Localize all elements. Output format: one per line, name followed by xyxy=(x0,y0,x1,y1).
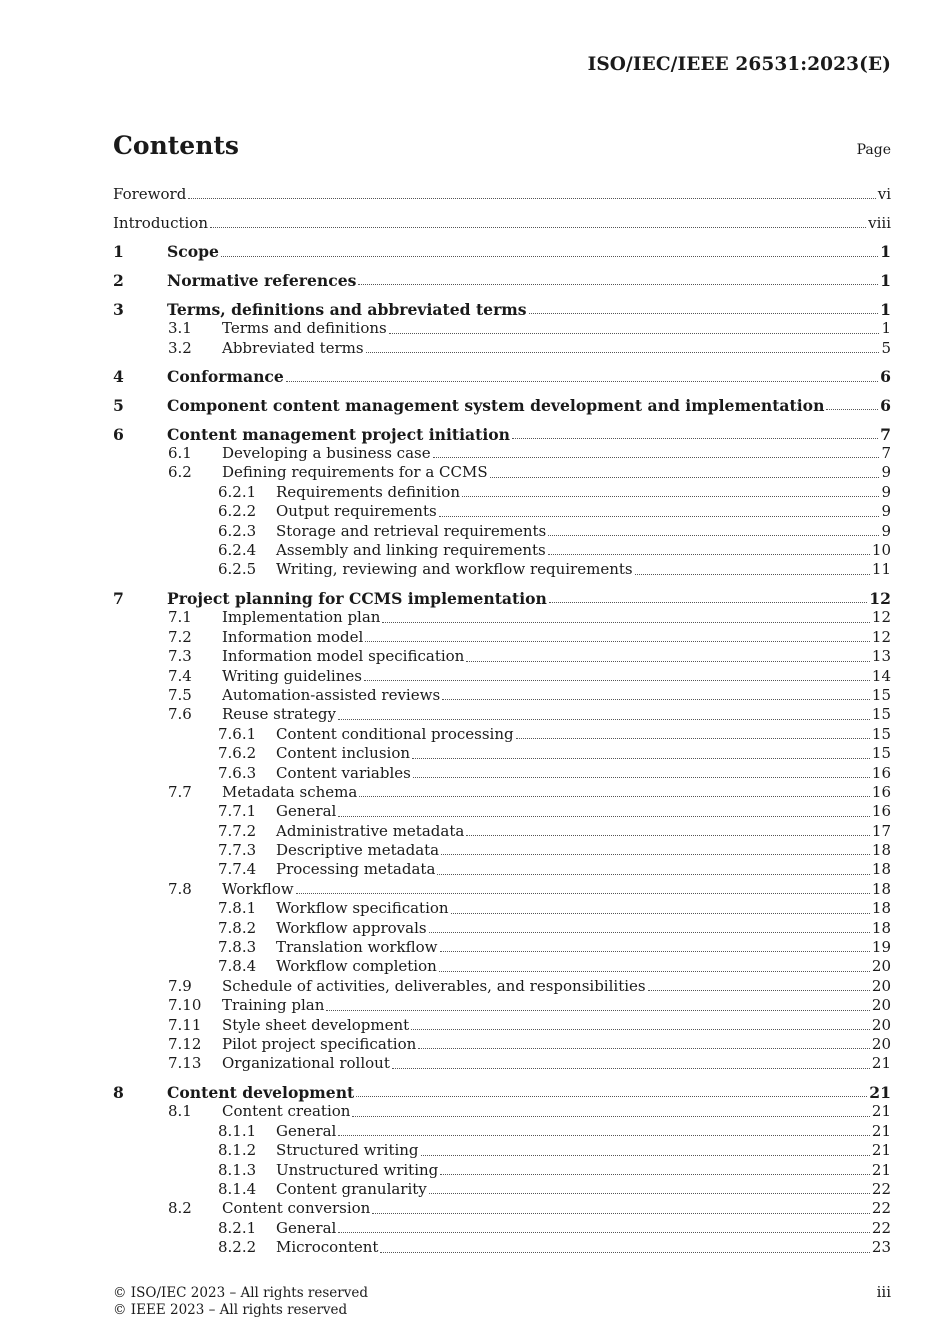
toc-entry[interactable] xyxy=(113,483,891,502)
page-column-label: Page xyxy=(856,142,891,158)
toc-entry-number: 8 xyxy=(113,1083,124,1103)
toc-entry-number: 6.2.2 xyxy=(218,502,257,521)
toc-entry-number: 7.6.3 xyxy=(218,763,257,782)
toc-entry-number: 6.2.4 xyxy=(218,540,257,559)
toc-entry-label: Schedule of activities, deliverables, and responsibilities xyxy=(222,976,646,995)
toc-entry[interactable] xyxy=(113,686,891,705)
toc-entry-page: 9 xyxy=(881,521,891,540)
toc-entry-label: Normative references xyxy=(167,271,357,291)
toc-entry[interactable] xyxy=(113,744,891,763)
toc-entry-label: Organizational rollout xyxy=(222,1054,390,1073)
toc-dot-leader xyxy=(437,873,870,875)
toc-entry-number: 7.7 xyxy=(168,782,192,801)
toc-dot-leader xyxy=(392,1067,870,1069)
toc-entry[interactable] xyxy=(113,242,891,261)
toc-entry-page: 17 xyxy=(871,821,891,840)
toc-entry-number: 6.2 xyxy=(168,463,192,482)
toc-entry-page: 12 xyxy=(871,608,891,627)
toc-dot-leader xyxy=(372,1212,870,1214)
toc-entry-label: Conformance xyxy=(167,367,284,387)
toc-entry-label: Defining requirements for a CCMS xyxy=(222,463,488,482)
toc-entry-page: 15 xyxy=(871,685,891,704)
toc-entry-label: Foreword xyxy=(113,185,187,203)
toc-dot-leader xyxy=(413,776,870,778)
toc-entry-number: 8.1.4 xyxy=(218,1180,257,1199)
toc-entry-page: 20 xyxy=(871,1035,891,1053)
toc-dot-leader xyxy=(451,912,870,914)
toc-entry[interactable] xyxy=(113,1238,891,1257)
toc-entry-label: Component content management system development and implementation xyxy=(167,395,825,415)
toc-entry-number: 3.2 xyxy=(168,338,192,357)
toc-dot-leader xyxy=(380,1251,869,1253)
toc-dot-leader xyxy=(529,312,879,314)
toc-entry-label: Translation workflow xyxy=(276,938,438,957)
toc-entry-number: 8.2.2 xyxy=(218,1238,257,1257)
toc-entry[interactable] xyxy=(113,705,891,724)
toc-entry[interactable] xyxy=(113,589,891,608)
toc-dot-leader xyxy=(210,226,866,228)
toc-entry-number: 8.1.1 xyxy=(218,1121,257,1140)
toc-entry-page: 21 xyxy=(871,1160,891,1179)
toc-entry-label: Project planning for CCMS implementation xyxy=(167,589,547,609)
toc-entry-page: 18 xyxy=(871,899,891,918)
toc-entry[interactable] xyxy=(113,1180,891,1199)
toc-entry-label: Information model xyxy=(222,627,364,646)
toc-entry-page: viii xyxy=(868,213,891,232)
toc-entry-page: 19 xyxy=(871,938,891,957)
toc-dot-leader xyxy=(188,197,875,199)
toc-entry-number: 1 xyxy=(113,242,124,262)
toc-dot-leader xyxy=(440,950,870,952)
toc-entry[interactable] xyxy=(113,841,891,860)
toc-entry-number: 7.2 xyxy=(168,627,192,646)
toc-entry-page: 1 xyxy=(880,242,891,262)
toc-dot-leader xyxy=(364,679,870,681)
copyright-ieee: © IEEE 2023 – All rights reserved xyxy=(113,1302,348,1318)
toc-entry-page: 22 xyxy=(871,1199,891,1218)
toc-dot-leader xyxy=(462,495,879,497)
toc-entry-number: 6.2.1 xyxy=(218,482,257,501)
toc-entry-number: 7.7.1 xyxy=(218,802,257,821)
toc-entry-number: 6.2.3 xyxy=(218,521,257,540)
toc-dot-leader xyxy=(439,515,880,517)
toc-entry[interactable] xyxy=(113,764,891,783)
toc-entry-number: 8.1.2 xyxy=(218,1141,257,1160)
toc-entry-label: Administrative metadata xyxy=(276,821,465,840)
toc-entry[interactable] xyxy=(113,463,891,482)
toc-entry-page: 20 xyxy=(871,976,891,995)
toc-dot-leader xyxy=(338,815,870,817)
toc-entry-label: Writing, reviewing and workflow requirements xyxy=(276,560,633,579)
toc-entry-page: 11 xyxy=(871,560,891,579)
toc-entry-number: 7.7.4 xyxy=(218,860,257,879)
toc-dot-leader xyxy=(411,1028,870,1030)
toc-entry-page: 1 xyxy=(880,299,891,319)
toc-entry-page: 21 xyxy=(871,1121,891,1140)
toc-dot-leader xyxy=(466,834,870,836)
toc-entry-label: Content conditional processing xyxy=(276,724,514,743)
toc-entry[interactable] xyxy=(113,339,891,358)
toc-entry[interactable] xyxy=(113,822,891,841)
toc-entry-label: Microcontent xyxy=(276,1238,379,1257)
toc-entry[interactable] xyxy=(113,1016,891,1035)
toc-dot-leader xyxy=(338,1134,870,1136)
toc-dot-leader xyxy=(221,255,878,257)
toc-entry-number: 8.1.3 xyxy=(218,1160,257,1179)
toc-entry-page: 20 xyxy=(871,996,891,1015)
toc-entry[interactable] xyxy=(113,541,891,560)
toc-dot-leader xyxy=(441,853,870,855)
toc-dot-leader xyxy=(421,1154,870,1156)
toc-entry-page: 1 xyxy=(880,271,891,291)
toc-entry[interactable] xyxy=(113,396,891,415)
toc-dot-leader xyxy=(429,931,870,933)
toc-entry[interactable] xyxy=(113,647,891,666)
toc-entry-page: 20 xyxy=(871,1015,891,1034)
toc-entry-page: vi xyxy=(877,185,891,203)
toc-entry[interactable] xyxy=(113,880,891,899)
toc-dot-leader xyxy=(418,1047,870,1049)
toc-entry-page: 21 xyxy=(871,1141,891,1160)
toc-entry-label: Assembly and linking requirements xyxy=(276,540,546,559)
toc-entry[interactable] xyxy=(113,300,891,319)
toc-dot-leader xyxy=(358,283,878,285)
toc-entry[interactable] xyxy=(113,367,891,386)
toc-dot-leader xyxy=(286,380,878,382)
toc-entry-page: 15 xyxy=(871,744,891,763)
toc-entry-label: General xyxy=(276,1121,337,1140)
toc-entry-label: Reuse strategy xyxy=(222,705,336,724)
toc-entry-label: Information model specification xyxy=(222,647,465,666)
toc-entry-number: 5 xyxy=(113,395,124,415)
toc-entry-number: 7.8.2 xyxy=(218,918,257,937)
toc-entry-number: 7.6 xyxy=(168,705,192,724)
toc-entry-number: 7.1 xyxy=(168,608,192,627)
toc-dot-leader xyxy=(356,1095,867,1097)
toc-entry[interactable] xyxy=(113,271,891,290)
toc-entry-page: 15 xyxy=(871,724,891,743)
toc-entry-page: 20 xyxy=(871,957,891,976)
toc-entry-page: 18 xyxy=(871,879,891,898)
toc-entry-number: 8.2 xyxy=(168,1199,192,1218)
toc-dot-leader xyxy=(490,476,880,478)
toc-dot-leader xyxy=(549,601,867,603)
toc-entry-number: 7.8.4 xyxy=(218,957,257,976)
toc-entry-label: Processing metadata xyxy=(276,860,436,879)
toc-entry[interactable] xyxy=(113,1054,891,1073)
toc-entry-label: Terms, definitions and abbreviated terms xyxy=(167,299,527,319)
toc-entry[interactable] xyxy=(113,1102,891,1121)
toc-dot-leader xyxy=(548,534,879,536)
toc-entry[interactable] xyxy=(113,1199,891,1218)
toc-entry-label: Metadata schema xyxy=(222,782,358,801)
copyright-iso: © ISO/IEC 2023 – All rights reserved xyxy=(113,1285,368,1301)
toc-entry-label: Content variables xyxy=(276,763,411,782)
toc-entry-label: Writing guidelines xyxy=(222,666,362,685)
toc-dot-leader xyxy=(412,757,870,759)
toc-entry-label: General xyxy=(276,802,337,821)
toc-entry-number: 7.6.2 xyxy=(218,744,257,763)
toc-entry-page: 16 xyxy=(871,763,891,782)
toc-entry[interactable] xyxy=(113,899,891,918)
toc-entry-label: Developing a business case xyxy=(222,443,431,462)
toc-entry[interactable] xyxy=(113,860,891,879)
toc-entry-label: Content management project initiation xyxy=(167,424,510,444)
toc-entry-label: Abbreviated terms xyxy=(222,338,364,357)
toc-entry-number: 7.6.1 xyxy=(218,724,257,743)
toc-entry-page: 6 xyxy=(880,367,891,387)
toc-entry-page: 22 xyxy=(871,1218,891,1237)
toc-dot-leader xyxy=(512,437,878,439)
toc-entry-page: 18 xyxy=(871,918,891,937)
toc-entry[interactable] xyxy=(113,608,891,627)
toc-entry[interactable] xyxy=(113,425,891,444)
toc-entry-page: 7 xyxy=(881,443,891,462)
toc-entry-label: Style sheet development xyxy=(222,1015,410,1034)
toc-entry[interactable] xyxy=(113,1035,891,1054)
page-title: Contents xyxy=(113,131,240,160)
footer-page-number: iii xyxy=(876,1283,891,1301)
toc-entry[interactable] xyxy=(113,1083,891,1102)
toc-entry-page: 18 xyxy=(871,841,891,860)
table-of-contents xyxy=(113,185,891,1258)
toc-dot-leader xyxy=(296,892,870,894)
toc-entry-number: 7.10 xyxy=(168,996,202,1015)
toc-dot-leader xyxy=(635,573,870,575)
toc-entry-label: Structured writing xyxy=(276,1141,419,1160)
toc-entry[interactable] xyxy=(113,185,891,204)
toc-entry-number: 7.13 xyxy=(168,1054,202,1073)
toc-entry[interactable] xyxy=(113,214,891,233)
toc-entry[interactable] xyxy=(113,628,891,647)
toc-entry-number: 6 xyxy=(113,424,124,444)
toc-entry[interactable] xyxy=(113,996,891,1015)
toc-entry-number: 7 xyxy=(113,589,124,609)
toc-entry[interactable] xyxy=(113,977,891,996)
toc-entry[interactable] xyxy=(113,938,891,957)
toc-entry-page: 21 xyxy=(869,1083,891,1103)
toc-entry-number: 8.2.1 xyxy=(218,1218,257,1237)
toc-entry-label: Scope xyxy=(167,242,219,262)
toc-entry-number: 7.8.3 xyxy=(218,938,257,957)
toc-entry-number: 7.5 xyxy=(168,685,192,704)
toc-entry-page: 10 xyxy=(871,540,891,559)
toc-entry-label: Output requirements xyxy=(276,502,437,521)
toc-entry[interactable] xyxy=(113,502,891,521)
toc-entry-label: Workflow approvals xyxy=(276,918,427,937)
toc-entry[interactable] xyxy=(113,1122,891,1141)
toc-entry-page: 22 xyxy=(871,1180,891,1199)
toc-entry-label: Descriptive metadata xyxy=(276,841,440,860)
toc-entry-number: 7.8 xyxy=(168,879,192,898)
toc-entry-label: Content granularity xyxy=(276,1180,427,1199)
toc-entry-page: 18 xyxy=(871,860,891,879)
toc-dot-leader xyxy=(648,989,870,991)
toc-dot-leader xyxy=(429,1192,870,1194)
toc-dot-leader xyxy=(442,698,870,700)
toc-entry-number: 4 xyxy=(113,367,124,387)
toc-entry-page: 7 xyxy=(880,424,891,444)
toc-dot-leader xyxy=(382,621,869,623)
toc-entry[interactable] xyxy=(113,1141,891,1160)
footer-copyright xyxy=(113,1285,368,1319)
toc-entry[interactable] xyxy=(113,319,891,338)
toc-entry[interactable] xyxy=(113,522,891,541)
toc-entry-label: Workflow completion xyxy=(276,957,437,976)
toc-dot-leader xyxy=(826,408,878,410)
toc-entry-label: Content creation xyxy=(222,1102,351,1121)
toc-entry-number: 7.12 xyxy=(168,1035,202,1053)
toc-dot-leader xyxy=(366,351,880,353)
toc-entry-number: 7.9 xyxy=(168,976,192,995)
toc-entry-page: 6 xyxy=(880,395,891,415)
toc-dot-leader xyxy=(439,970,870,972)
toc-entry[interactable] xyxy=(113,444,891,463)
toc-entry-page: 16 xyxy=(871,802,891,821)
toc-entry-page: 16 xyxy=(871,782,891,801)
toc-entry-page: 1 xyxy=(881,319,891,338)
toc-entry-label: Introduction xyxy=(113,213,208,232)
toc-entry-page: 14 xyxy=(871,666,891,685)
toc-entry[interactable] xyxy=(113,802,891,821)
toc-entry-page: 12 xyxy=(869,589,891,609)
toc-entry-page: 5 xyxy=(881,338,891,357)
toc-entry-page: 9 xyxy=(881,463,891,482)
toc-entry-label: Content development xyxy=(167,1083,355,1103)
toc-dot-leader xyxy=(352,1115,869,1117)
toc-dot-leader xyxy=(326,1009,869,1011)
toc-dot-leader xyxy=(359,795,870,797)
toc-entry[interactable] xyxy=(113,1161,891,1180)
toc-dot-leader xyxy=(466,660,870,662)
toc-entry[interactable] xyxy=(113,783,891,802)
toc-entry-label: General xyxy=(276,1218,337,1237)
toc-entry-number: 7.7.2 xyxy=(218,821,257,840)
toc-entry-number: 7.4 xyxy=(168,666,192,685)
toc-entry-label: Pilot project specification xyxy=(222,1035,417,1053)
toc-entry-number: 6.2.5 xyxy=(218,560,257,579)
toc-entry-page: 13 xyxy=(871,647,891,666)
toc-entry-label: Requirements definition xyxy=(276,482,460,501)
toc-dot-leader xyxy=(440,1173,870,1175)
toc-entry-label: Automation-assisted reviews xyxy=(222,685,441,704)
toc-entry-label: Content conversion xyxy=(222,1199,371,1218)
toc-dot-leader xyxy=(338,1231,870,1233)
toc-entry[interactable] xyxy=(113,957,891,976)
toc-entry-number: 7.8.1 xyxy=(218,899,257,918)
toc-entry-number: 6.1 xyxy=(168,443,192,462)
toc-entry-number: 3.1 xyxy=(168,319,192,338)
toc-entry-label: Storage and retrieval requirements xyxy=(276,521,547,540)
toc-dot-leader xyxy=(548,553,870,555)
toc-entry-number: 7.11 xyxy=(168,1015,202,1034)
toc-entry-number: 2 xyxy=(113,271,124,291)
title-row xyxy=(113,131,891,165)
toc-entry-label: Terms and definitions xyxy=(222,319,387,338)
toc-entry-page: 21 xyxy=(871,1054,891,1073)
toc-entry-number: 7.3 xyxy=(168,647,192,666)
toc-entry-label: Implementation plan xyxy=(222,608,381,627)
toc-entry[interactable] xyxy=(113,1219,891,1238)
toc-entry[interactable] xyxy=(113,560,891,579)
toc-entry-page: 23 xyxy=(871,1238,891,1257)
toc-entry-page: 15 xyxy=(871,705,891,724)
toc-entry-page: 12 xyxy=(871,627,891,646)
toc-entry-number: 8.1 xyxy=(168,1102,192,1121)
toc-entry-label: Workflow xyxy=(222,879,294,898)
toc-dot-leader xyxy=(338,718,870,720)
toc-entry-label: Training plan xyxy=(222,996,325,1015)
toc-dot-leader xyxy=(516,737,870,739)
toc-dot-leader xyxy=(433,456,880,458)
toc-dot-leader xyxy=(389,332,880,334)
toc-dot-leader xyxy=(365,640,870,642)
toc-entry[interactable] xyxy=(113,919,891,938)
toc-entry-number: 7.7.3 xyxy=(218,841,257,860)
toc-entry-page: 9 xyxy=(881,502,891,521)
document-identifier: ISO/IEC/IEEE 26531:2023(E) xyxy=(587,54,891,75)
toc-entry-label: Unstructured writing xyxy=(276,1160,439,1179)
toc-entry[interactable] xyxy=(113,667,891,686)
toc-entry[interactable] xyxy=(113,725,891,744)
toc-entry-page: 21 xyxy=(871,1102,891,1121)
toc-entry-page: 9 xyxy=(881,482,891,501)
toc-entry-number: 3 xyxy=(113,299,124,319)
toc-entry-label: Workflow specification xyxy=(276,899,449,918)
toc-entry-label: Content inclusion xyxy=(276,744,411,763)
